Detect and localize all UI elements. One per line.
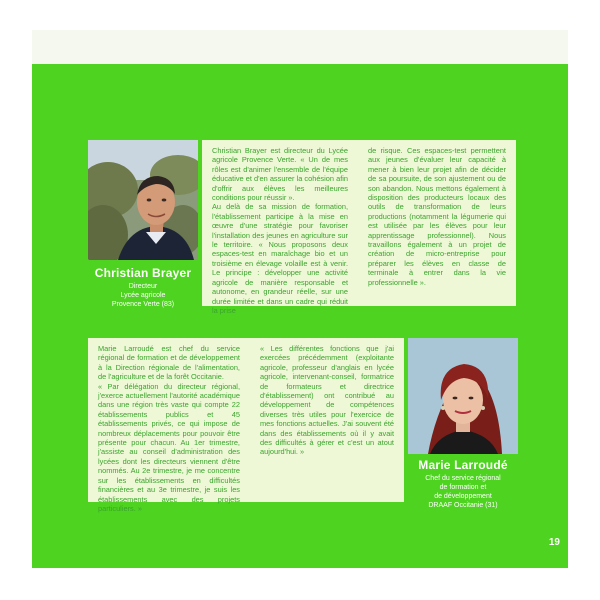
paragraph: « Les différentes fonctions que j'ai exercées précédemment (exploitante agricole, professeur d'anglais en lycée agricole, intervenant-conseil, formatrice de formateurs et directrice d'établissement) ont contribué au développement de compétences diverses très utiles pour l'exercice de mes fonctions actuelles. J'ai souvent été dans des établissements où il y avait des difficultés à gérer et c'est un atout aujourd'hui. »: [260, 344, 394, 457]
profile1-role: [88, 282, 198, 309]
profile1-text-col2: [358, 140, 516, 306]
paragraph: de risque. Ces espaces-test permettent aux jeunes d'évaluer leur capacité à mener à bien leur projet afin de décider de sa poursuite, de son ajustement ou de son abandon. Nous mettons également à disposition des producteurs locaux des outils de transformation de leurs productions (notamment la légumerie qui est utilisée par les élèves pour leur apprentissage professionnel). Nous travaillons également à un projet de création de micro-entreprise pour préparer les élèves en classe de terminale à entrer dans la vie professionnelle ».: [368, 146, 506, 287]
marie-larroude-photo: [408, 338, 518, 454]
profile2-name: Marie Larroudé: [418, 458, 508, 472]
paragraph: Christian Brayer est directeur du Lycée agricole Provence Verte. « Un de mes rôles est d'animer l'ensemble de l'équipe éducative et d'en assurer la cohésion afin d'offrir aux élèves les meilleures conditions pour réussir ».: [212, 146, 348, 203]
top-band: [32, 30, 568, 64]
christian-brayer-photo: [88, 140, 198, 260]
profile2-text-col2: [250, 338, 404, 502]
profile1-role-line: Directeur: [128, 283, 158, 290]
profile1-name: Christian Brayer: [94, 266, 192, 280]
paragraph: « Par délégation du directeur régional, j'exerce actuellement l'autorité académique dans une région très vaste qui compte 22 établissements publics et 45 établissements privés, ce qui impose de nombreux déplacements pour pouvoir être présente pour chacun. Au 1er trimestre, j'assiste au conseil d'administration des lycées dont les directeurs viennent d'être nommés. Au 2e trimestre, je me concentre sur les établissements en difficultés financières et au 3e trimestre, je suis les établissements avec des projets particuliers. »: [98, 381, 240, 513]
profile2-role-line: Chef du service régional: [425, 475, 501, 482]
paragraph: Marie Larroudé est chef du service régional de formation et de développement à la Direction régionale de l'alimentation, de l'agriculture et de la forêt Occitanie.: [98, 344, 240, 382]
profile2-role-line: de formation et: [439, 484, 487, 491]
profile2-role-line: de développement: [434, 493, 492, 500]
paragraph: Au delà de sa mission de formation, l'établissement participe à la mise en œuvre d'une stratégie pour favoriser l'installation des jeunes en agriculture sur le territoire. « Nous proposons deux espaces-test en maraîchage bio et un troisième en élevage volaille est à venir. Le principe : développer une activité agricole de manière responsable et autonome, en grandeur réelle, sur une durée limitée et dans un cadre qui réduit la prise: [212, 202, 348, 315]
page-number: 19: [548, 537, 560, 548]
profile1-text-col1: [202, 140, 358, 315]
profile1-role-line: Provence Verte (83): [111, 301, 175, 308]
profile2-text-col1: [88, 338, 250, 513]
profile1-role-line: Lycée agricole: [120, 292, 166, 299]
profile2-role-line: DRAAF Occitanie (31): [428, 502, 498, 509]
profile2-role: [404, 474, 522, 510]
